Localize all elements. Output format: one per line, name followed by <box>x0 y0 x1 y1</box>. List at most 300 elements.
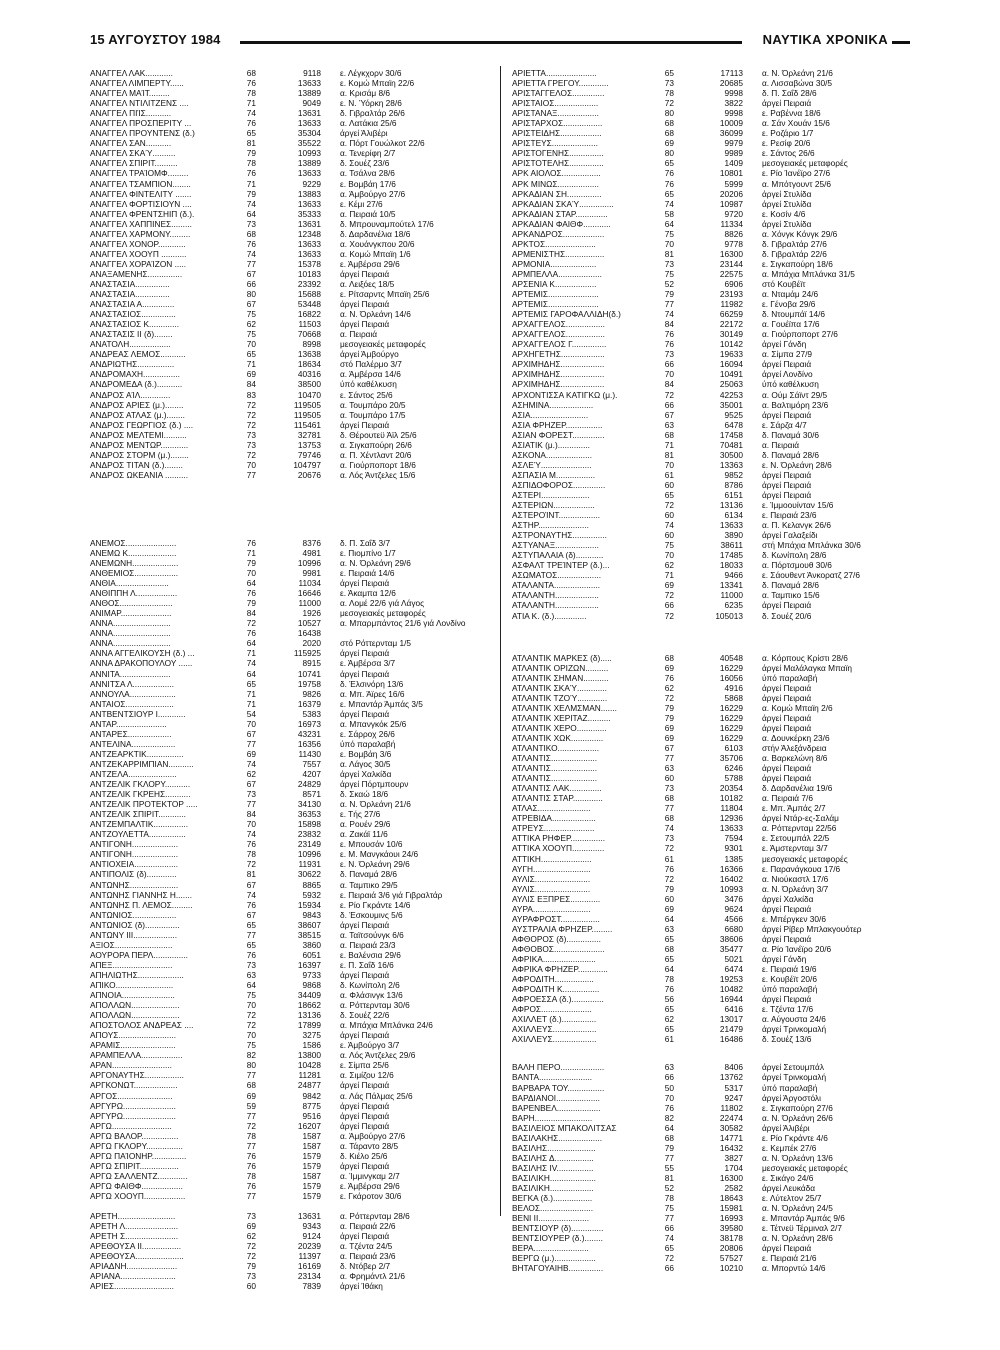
vessel-row <box>512 359 912 369</box>
vessel-row <box>90 1050 496 1060</box>
build-year: 72 <box>246 409 256 420</box>
vessel-name: ΑΝΑΓΓΕΛ ΜΑΊΤ......... <box>90 88 170 99</box>
tonnage: 30149 <box>719 329 743 340</box>
build-year: 79 <box>664 1142 674 1153</box>
status: ε. Λύτελτον 25/7 <box>762 1193 822 1204</box>
tonnage: 10009 <box>719 118 743 129</box>
tonnage: 23149 <box>297 839 321 850</box>
status: α. Μπάχια Μπλάνκα 31/5 <box>762 268 855 279</box>
vessel-row <box>512 703 912 713</box>
vessel-name: ΑΡΓΩ ΒΑΛΟΡ................ <box>90 1130 179 1141</box>
build-year: 63 <box>664 1062 674 1073</box>
status: στό Ρόττερνταμ 1/5 <box>340 638 412 649</box>
status: δ. Σουέζ 23/6 <box>340 158 390 169</box>
build-year: 67 <box>246 879 256 890</box>
vessel-name: ΑΝΤΖΕΛΙΚ ΓΚΡΕΗΣ........... <box>90 789 191 800</box>
vessel-name: ΑΝΙΜΑΡ...................... <box>90 608 172 619</box>
vessel-section <box>90 68 496 480</box>
tonnage: 13341 <box>719 580 743 591</box>
vessel-name: ΑΝΑΓΓΕΛ ΣΑΝ........... <box>90 138 172 149</box>
tonnage: 9842 <box>302 1090 321 1101</box>
build-year: 74 <box>664 198 674 209</box>
vessel-name: ΑΡΙΣΤΟΓΕΝΗΣ............... <box>512 148 604 159</box>
vessel-name: ΑΣΠΙΔΟΦΟΡΟΣ.............. <box>512 479 606 490</box>
vessel-name: ΑΠΕΞ.......................... <box>90 959 173 970</box>
build-year: 60 <box>664 893 674 904</box>
vessel-row <box>90 920 496 930</box>
vessel-row <box>512 470 912 480</box>
status: α. Τάραντο 28/5 <box>340 1140 399 1151</box>
build-year: 71 <box>246 648 256 659</box>
status: α. Π. Κελανγκ 26/6 <box>762 520 831 531</box>
tonnage: 24829 <box>297 779 321 790</box>
vessel-name: ΑΝΑΓΓΕΛ ΦΙΝΤΕΛΙΤΥ ....... <box>90 188 192 199</box>
status: άργεί Γάνδη <box>762 339 807 350</box>
build-year: 77 <box>664 803 674 814</box>
vessel-row <box>90 339 496 349</box>
status: α. Λειξόες 18/5 <box>340 278 395 289</box>
status: α. Κομώ Μπαϊη 1/6 <box>340 248 411 259</box>
tonnage: 9343 <box>302 1221 321 1232</box>
status: ε. Κουβέϊτ 20/6 <box>762 974 817 985</box>
vessel-name: ΑΦΘΟΒΟΣ...................... <box>512 943 605 954</box>
status: ε. Ρίο Γκράντε 14/6 <box>340 899 411 910</box>
vessel-name: ΑΝΑΓΓΕΛ ΦΡΕΝΤΣΗΙΠ (δ.). <box>90 208 195 219</box>
vessel-row <box>90 638 496 648</box>
status: δ. Π. Σαΐδ 3/7 <box>340 537 391 548</box>
vessel-row <box>90 769 496 779</box>
vessel-name: ΑΡΑΝ.......................... <box>90 1060 172 1071</box>
vessel-row <box>90 1211 496 1221</box>
vessel-row <box>90 618 496 628</box>
vessel-section <box>512 1062 912 1273</box>
tonnage: 1587 <box>302 1170 321 1181</box>
tonnage: 1385 <box>724 853 743 864</box>
tonnage: 10142 <box>719 339 743 350</box>
vessel-name: ΑΝΤΑΙΟΣ..................... <box>90 698 174 709</box>
vessel-row <box>90 739 496 749</box>
tonnage: 19253 <box>719 974 743 985</box>
status: ε. Σικάγο 24/6 <box>762 1172 814 1183</box>
build-year: 75 <box>664 1203 674 1214</box>
status: ύπό παραλαβή <box>762 984 818 995</box>
status: α. Ταμπικο 29/5 <box>340 879 398 890</box>
tonnage: 13633 <box>297 118 321 129</box>
status: άργεί Πειραιά <box>762 773 812 784</box>
tonnage: 11397 <box>298 1251 321 1262</box>
vessel-name: ΑΝΤΖΕΛΙΚ ΓΚΛΟΡΥ........... <box>90 779 191 790</box>
status: ε. Μ. Μανγκάουι 24/6 <box>340 849 419 860</box>
tonnage: 8406 <box>724 1062 743 1073</box>
vessel-name: ΑΝΤΒΕΝΤΣΙΟΥΡ Ι............ <box>90 708 186 719</box>
vessel-row <box>512 1004 912 1014</box>
vessel-row <box>512 1133 912 1143</box>
vessel-name: ΑΡΓΩ ΓΚΛΟΡΥ................ <box>90 1140 183 1151</box>
build-year: 70 <box>246 568 256 579</box>
vessel-name: ΑΣΤΕΡΙ..................... <box>512 489 590 500</box>
vessel-name: ΑΤΤΙΚΑ ΧΟΟΥΠ.............. <box>512 843 605 854</box>
status: άργεί Ίθάκη <box>340 1281 383 1292</box>
status: μεσογειακές μεταφορές <box>340 608 426 619</box>
vessel-row <box>512 249 912 259</box>
status: ε. Σάντος 26/6 <box>762 148 815 159</box>
tonnage: 13883 <box>297 188 321 199</box>
tonnage: 16379 <box>297 698 321 709</box>
vessel-name: ΑΡΓΟΝΑΥΤΗΣ................. <box>90 1070 184 1081</box>
vessel-row <box>512 138 912 148</box>
vessel-name: ΑΤΑΛΑΝΤΗ................... <box>512 590 599 601</box>
tonnage: 20685 <box>719 78 743 89</box>
status: άργεί Πειραιά <box>340 299 390 310</box>
build-year: 65 <box>664 953 674 964</box>
vessel-name: ΑΝΔΡΟΣ ΜΕΛΤΕΜΙ.......... <box>90 429 187 440</box>
tonnage: 19758 <box>297 678 321 689</box>
build-year: 73 <box>246 959 256 970</box>
status: α. Ρουέν 29/6 <box>340 819 391 830</box>
vessel-row <box>512 229 912 239</box>
vessel-row <box>512 158 912 168</box>
build-year: 73 <box>664 78 674 89</box>
status: μεσογειακές μεταφορές <box>762 853 848 864</box>
build-year: 80 <box>246 289 256 300</box>
tonnage: 23392 <box>297 278 321 289</box>
build-year: 61 <box>664 469 674 480</box>
vessel-name: ΑΝΝΑ ΑΓΓΕΛΙΚΟΥΣΗ (δ.) ... <box>90 648 195 659</box>
vessel-row <box>90 578 496 588</box>
build-year: 71 <box>246 547 256 558</box>
status: ε. Άμβούργο 3/7 <box>340 1040 400 1051</box>
build-year: 73 <box>246 429 256 440</box>
tonnage: 9720 <box>724 208 743 219</box>
vessel-name: ΑΣΙΑΝ ΦΟΡΕΣΤ.............. <box>512 429 605 440</box>
vessel-name: ΑΝΔΡΟΣ ΜΕΝΤΩΡ............ <box>90 439 189 450</box>
status: δ. Δαρδανέλια 19/6 <box>762 783 833 794</box>
status: ε. Άμστερνταμ 3/7 <box>762 843 828 854</box>
tonnage: 16207 <box>297 1120 321 1131</box>
build-year: 68 <box>664 429 674 440</box>
build-year: 77 <box>246 1190 256 1201</box>
vessel-name: ΑΡΚΑΔΙΑΝ ΦΑΙΘΦ............ <box>512 218 611 229</box>
tonnage: 23193 <box>719 289 743 300</box>
vessel-row <box>512 570 912 580</box>
tonnage: 9733 <box>302 969 321 980</box>
build-year: 64 <box>664 1122 674 1133</box>
status: ε. Άκαμπα 12/6 <box>340 588 396 599</box>
vessel-row <box>512 179 912 189</box>
left-column <box>90 68 496 1291</box>
vessel-name: ΑΡΑΜΙΣ........................ <box>90 1040 176 1051</box>
status: άργεί Σετουμπάλ <box>762 1062 824 1073</box>
vessel-name: ΑΡΙΣΤΟΤΕΛΗΣ............... <box>512 158 604 169</box>
status: α. Λός Άντζελες 15/6 <box>340 469 416 480</box>
vessel-row <box>90 450 496 460</box>
tonnage: 70668 <box>297 329 321 340</box>
vessel-row <box>90 1141 496 1151</box>
tonnage: 13753 <box>297 439 321 450</box>
vessel-name: ΑΡΓΚΟΝΩΤ................... <box>90 1080 178 1091</box>
build-year: 65 <box>246 939 256 950</box>
status: δ. Γιβραλτάρ 22/6 <box>762 248 827 259</box>
vessel-row <box>512 199 912 209</box>
build-year: 64 <box>246 208 256 219</box>
vessel-name: ΑΤΤΙΚΑ ΡΗΦΕΡ............... <box>512 833 606 844</box>
build-year: 71 <box>246 178 256 189</box>
build-year: 68 <box>664 943 674 954</box>
build-year: 78 <box>246 1170 256 1181</box>
vessel-row <box>512 984 912 994</box>
vessel-row <box>512 944 912 954</box>
vessel-name: ΑΝΝΑ......................... <box>90 628 171 639</box>
vessel-name: ΑΝΔΡΟΜΑΧΗ................ <box>90 369 180 380</box>
tonnage: 8915 <box>302 658 321 669</box>
build-year: 76 <box>246 628 256 639</box>
vessel-name: ΑΝΑΓΓΕΛ ΠΡΟΥΝΤΕΝΣ (δ.) <box>90 128 195 139</box>
vessel-name: ΑΣΚΟΝΑ.................... <box>512 449 593 460</box>
status: ε. Πειραιά 19/6 <box>762 964 817 975</box>
vessel-row <box>90 890 496 900</box>
status: α. Κόρπους Κρίστι 28/6 <box>762 652 848 663</box>
vessel-name: ΑΝΤΑΡ...................... <box>90 718 167 729</box>
vessel-row <box>90 729 496 739</box>
vessel-name: ΒΑΣΙΛΗΣ..................... <box>512 1142 596 1153</box>
build-year: 61 <box>664 1034 674 1045</box>
status: δ. Κιέλο 25/6 <box>340 1150 388 1161</box>
status: άργεί Μαλάλαγκα Μπαϊη <box>762 662 852 673</box>
tonnage: 39580 <box>719 1223 743 1234</box>
tonnage: 12348 <box>297 228 321 239</box>
tonnage: 16229 <box>719 712 743 723</box>
build-year: 76 <box>246 238 256 249</box>
vessel-row <box>90 839 496 849</box>
tonnage: 18634 <box>297 359 321 370</box>
vessel-name: ΑΡΚ ΑΙΟΛΟΣ................. <box>512 168 601 179</box>
vessel-row <box>512 663 912 673</box>
vessel-name: ΑΝΑΣΤΑΣΙΑ Α.............. <box>90 299 175 310</box>
status: α. Μπανγκόκ 25/6 <box>340 718 407 729</box>
vessel-name: ΑΦΘΟΡΟΣ (δ)............... <box>512 933 601 944</box>
header-rule <box>240 41 742 44</box>
vessel-row <box>512 209 912 219</box>
tonnage: 14771 <box>719 1132 743 1143</box>
build-year: 50 <box>664 1082 674 1093</box>
tonnage: 9516 <box>302 1110 321 1121</box>
tonnage: 119505 <box>293 409 321 420</box>
vessel-name: ΑΧΙΛΛΕΤ (δ.)............... <box>512 1014 597 1025</box>
status: στό Κουβέϊτ <box>762 278 806 289</box>
vessel-row <box>90 1241 496 1251</box>
build-year: 68 <box>246 228 256 239</box>
vessel-row <box>90 598 496 608</box>
status: άργεί Χαλκίδα <box>762 893 814 904</box>
tonnage: 11034 <box>298 578 321 589</box>
vessel-name: ΑΡΙΕΣ.......................... <box>90 1281 174 1292</box>
tonnage: 9466 <box>724 570 743 581</box>
vessel-name: ΑΡΚΑΔΙΑΝ ΣΚΑΎ............... <box>512 198 614 209</box>
tonnage: 115461 <box>293 419 321 430</box>
tonnage: 6134 <box>724 510 743 521</box>
build-year: 72 <box>664 500 674 511</box>
build-year: 82 <box>246 1050 256 1061</box>
vessel-row <box>90 460 496 470</box>
build-year: 63 <box>664 419 674 430</box>
tonnage: 10491 <box>719 369 743 380</box>
build-year: 70 <box>246 718 256 729</box>
status: α. Τσάλνα 28/6 <box>340 168 395 179</box>
vessel-name: ΒΕΝΤΣΙΟΥΡΕΡ (δ.)........ <box>512 1233 603 1244</box>
vessel-name: ΑΡΙΑΝΑ........................ <box>90 1271 176 1282</box>
vessel-row <box>512 108 912 118</box>
status: α. Αύγουστα 24/6 <box>762 1014 826 1025</box>
tonnage: 30622 <box>297 869 321 880</box>
build-year: 78 <box>664 88 674 99</box>
status: δ. Θέρουτεϋ Άϊλ 25/6 <box>340 429 417 440</box>
build-year: 81 <box>246 138 256 149</box>
build-year: 66 <box>246 278 256 289</box>
tonnage: 9229 <box>302 178 321 189</box>
vessel-name: ΑΤΡΕΥΣ...................... <box>512 823 595 834</box>
status: ε. Ν. Ύόρκη 28/6 <box>340 98 402 109</box>
status: άργεί Χαλκίδα <box>340 769 392 779</box>
build-year: 67 <box>664 409 674 420</box>
tonnage: 42253 <box>719 389 743 400</box>
status: α. Γιούρποπορτ 18/6 <box>340 459 416 470</box>
tonnage: 13631 <box>297 108 321 119</box>
vessel-name: ΑΡΧΟΝΤΙΣΣΑ ΚΑΤΙΓΚΩ (μ.). <box>512 389 618 400</box>
status: ε. Ρίο Γκράντε 4/6 <box>762 1132 828 1143</box>
build-year: 67 <box>246 779 256 790</box>
build-year: 62 <box>246 319 256 330</box>
tonnage: 11334 <box>720 218 743 229</box>
vessel-row <box>512 349 912 359</box>
tonnage: 9124 <box>302 1231 321 1242</box>
build-year: 70 <box>664 1092 674 1103</box>
vessel-name: ΑΡΓΩ.......................... <box>90 1120 172 1131</box>
build-year: 76 <box>246 588 256 599</box>
vessel-name: ΑΦΡΙΚΑ....................... <box>512 953 596 964</box>
status: δ. Μπρουναμπούτελ 17/6 <box>340 218 434 229</box>
vessel-row <box>90 229 496 239</box>
status: άργεί Πόρτμπουρν <box>340 779 409 790</box>
vessel-name: ΑΤΤΙΚΗ...................... <box>512 853 592 864</box>
tonnage: 5317 <box>724 1082 743 1093</box>
status: άργεί Πειραιά <box>340 1110 390 1121</box>
vessel-name: ΑΝΑΣΤΑΣΙΑ............... <box>90 289 170 300</box>
tonnage: 5999 <box>724 178 743 189</box>
tonnage: 11931 <box>298 859 321 870</box>
tonnage: 30582 <box>719 1122 743 1133</box>
vessel-row <box>512 1113 912 1123</box>
vessel-name: ΑΝΕΜΩΝΗ.................... <box>90 558 179 569</box>
vessel-row <box>90 349 496 359</box>
vessel-row <box>90 239 496 249</box>
status: α. Ούμ Σάϊντ 29/5 <box>762 389 828 400</box>
tonnage: 9981 <box>302 568 321 579</box>
tonnage: 38500 <box>297 379 321 390</box>
tonnage: 6478 <box>724 419 743 430</box>
build-year: 74 <box>246 108 256 119</box>
status: α. Λισσαβώνα 30/5 <box>762 78 833 89</box>
status: α. Ρόττερνταμ 28/6 <box>340 1211 410 1222</box>
vessel-name: ΑΝΝΙΤΑ...................... <box>90 668 171 679</box>
tonnage: 10428 <box>297 1060 321 1071</box>
tonnage: 104797 <box>293 459 321 470</box>
tonnage: 35304 <box>297 128 321 139</box>
build-year: 77 <box>246 258 256 269</box>
vessel-row <box>512 430 912 440</box>
status: άργεί Άλιβέρι <box>762 1122 810 1133</box>
tonnage: 4566 <box>724 913 743 924</box>
tonnage: 9998 <box>724 108 743 119</box>
vessel-row <box>512 329 912 339</box>
build-year: 75 <box>664 228 674 239</box>
vessel-name: ΑΡΜΟΝΙΑ.................... <box>512 258 597 269</box>
vessel-row <box>512 68 912 78</box>
status: α. Ρόττερνταμ 22/56 <box>762 823 837 834</box>
vessel-name: ΑΡΙΣΤΕΥΣ.................... <box>512 138 598 149</box>
tonnage: 9049 <box>302 98 321 109</box>
build-year: 64 <box>246 578 256 589</box>
vessel-name: ΑΣΛΕΎ...................... <box>512 459 592 470</box>
vessel-row <box>512 823 912 833</box>
vessel-row <box>512 450 912 460</box>
status: ε. Σάουθεντ Άνκορατζ 27/6 <box>762 570 860 581</box>
status: ε. Ραβέννα 18/6 <box>762 108 821 119</box>
vessel-row <box>90 1020 496 1030</box>
vessel-row <box>512 611 912 621</box>
vessel-row <box>90 289 496 299</box>
vessel-row <box>512 580 912 590</box>
vessel-row <box>90 168 496 178</box>
status: άργεί Τρινκομαλή <box>762 1072 827 1083</box>
vessel-row <box>90 990 496 1000</box>
build-year: 70 <box>246 819 256 830</box>
vessel-row <box>90 219 496 229</box>
tonnage: 13889 <box>297 158 321 169</box>
vessel-name: ΑΝΑΞΑΜΕΝΗΣ............... <box>90 268 183 279</box>
vessel-row <box>512 1143 912 1153</box>
vessel-row <box>512 400 912 410</box>
vessel-row <box>512 793 912 803</box>
status: ε. Τζέντα 17/6 <box>762 1004 814 1015</box>
vessel-row <box>512 1034 912 1044</box>
build-year: 70 <box>246 1030 256 1041</box>
tonnage: 17899 <box>297 1020 321 1031</box>
vessel-name: ΑΝΤΙΓΟΝΗ.................... <box>90 849 179 860</box>
build-year: 72 <box>246 1241 256 1252</box>
build-year: 68 <box>664 128 674 139</box>
build-year: 71 <box>246 688 256 699</box>
vessel-name: ΑΝΤΩΝΙΟΣ................... <box>90 909 177 920</box>
build-year: 77 <box>246 1140 256 1151</box>
vessel-row <box>90 809 496 819</box>
status: δ. Σουέζ 13/6 <box>762 1034 812 1045</box>
vessel-name: ΑΤΛΑΝΤΙΚ ΜΑΡΚΕΣ (δ)..... <box>512 652 612 663</box>
vessel-row <box>90 849 496 859</box>
vessel-name: ΑΤΛΑΝΤΙΣ ΛΑΚ.............. <box>512 783 602 794</box>
build-year: 60 <box>664 773 674 784</box>
tonnage: 9118 <box>303 68 321 78</box>
tonnage: 16300 <box>719 248 743 259</box>
tonnage: 13017 <box>719 1014 743 1025</box>
tonnage: 13800 <box>297 1050 321 1061</box>
vessel-name: ΒΕΛΟΣ....................... <box>512 1203 594 1214</box>
vessel-name: ΑΤΛΑΝΤΙΣ.................... <box>512 753 598 764</box>
vessel-row <box>512 239 912 249</box>
build-year: 73 <box>664 783 674 794</box>
build-year: 76 <box>246 78 256 89</box>
tonnage: 11000 <box>720 590 743 601</box>
tonnage: 38178 <box>719 1233 743 1244</box>
